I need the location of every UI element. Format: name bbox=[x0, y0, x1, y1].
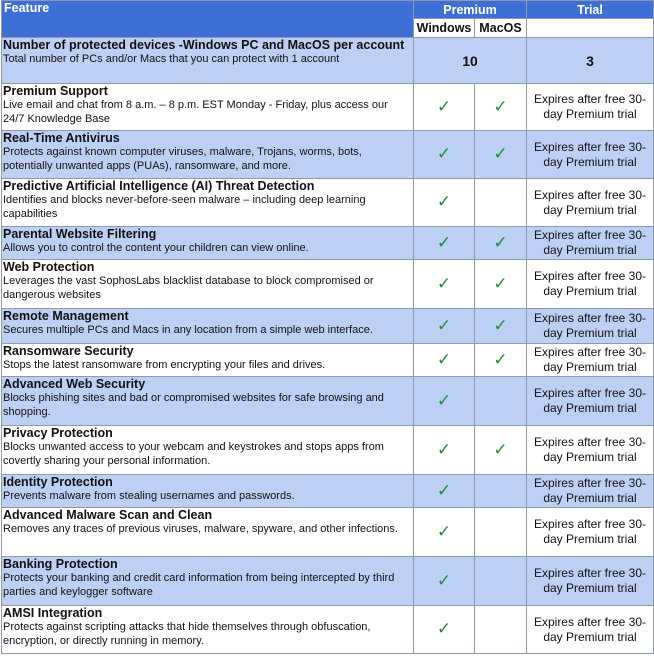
premium-device-count: 10 bbox=[414, 38, 527, 84]
feature-cell bbox=[2, 179, 414, 227]
feature-cell bbox=[2, 475, 414, 508]
premium-column-header: Premium bbox=[414, 1, 527, 19]
feature-desc: Blocks phishing sites and bad or compromised websites for safe browsing and shopping. bbox=[3, 392, 384, 418]
trial-cell: Expires after free 30-day Premium trial bbox=[527, 179, 654, 227]
check-icon: ✓ bbox=[436, 192, 452, 211]
feature-desc: Live email and chat from 8 a.m. – 8 p.m. EST Monday - Friday, plus access our 24/7 Knowledge Base bbox=[3, 99, 388, 125]
feature-cell bbox=[2, 227, 414, 260]
windows-check-cell bbox=[414, 344, 475, 377]
feature-title: Banking Protection bbox=[3, 557, 118, 571]
trial-cell: Expires after free 30-day Premium trial bbox=[527, 377, 654, 426]
windows-column-header: Windows bbox=[414, 19, 475, 38]
feature-desc: Secures multiple PCs and Macs in any location from a simple web interface. bbox=[3, 324, 373, 336]
macos-check-cell bbox=[475, 179, 527, 227]
feature-row bbox=[2, 557, 654, 606]
feature-desc: Removes any traces of previous viruses, malware, spyware, and other infections. bbox=[3, 523, 398, 535]
feature-cell bbox=[2, 426, 414, 475]
feature-cell bbox=[2, 84, 414, 131]
macos-check-cell bbox=[475, 131, 527, 179]
check-icon: ✓ bbox=[436, 96, 452, 116]
macos-check-cell bbox=[475, 227, 527, 260]
check-icon: ✓ bbox=[493, 96, 508, 116]
windows-check-cell bbox=[414, 377, 475, 426]
macos-column-header: MacOS bbox=[475, 19, 527, 38]
feature-cell bbox=[2, 606, 414, 654]
feature-row bbox=[2, 309, 654, 344]
feature-cell bbox=[2, 260, 414, 309]
check-icon: ✓ bbox=[436, 439, 452, 459]
trial-cell: Expires after free 30-day Premium trial bbox=[527, 260, 654, 309]
feature-column-header: Feature bbox=[2, 1, 414, 38]
feature-row bbox=[2, 606, 654, 654]
trial-device-count: 3 bbox=[527, 38, 654, 84]
check-icon: ✓ bbox=[493, 315, 508, 335]
check-icon: ✓ bbox=[436, 349, 452, 369]
feature-title: Privacy Protection bbox=[3, 426, 113, 440]
macos-check-cell bbox=[475, 475, 527, 508]
trial-column-header: Trial bbox=[527, 1, 654, 19]
feature-title: Parental Website Filtering bbox=[3, 227, 157, 241]
header-row bbox=[2, 1, 654, 19]
windows-check-cell bbox=[414, 131, 475, 179]
feature-title: Identity Protection bbox=[3, 475, 113, 489]
devices-feature-cell bbox=[2, 38, 414, 84]
feature-title: Predictive Artificial Intelligence (AI) Threat Detection bbox=[3, 179, 315, 193]
trial-cell: Expires after free 30-day Premium trial bbox=[527, 606, 654, 654]
check-icon: ✓ bbox=[436, 144, 452, 163]
devices-title: Number of protected devices -Windows PC and MacOS per account bbox=[3, 38, 405, 52]
devices-row bbox=[2, 38, 654, 84]
feature-row bbox=[2, 475, 654, 508]
macos-check-cell bbox=[475, 260, 527, 309]
windows-check-cell bbox=[414, 475, 475, 508]
feature-cell bbox=[2, 557, 414, 606]
feature-desc: Protects against known computer viruses, malware, Trojans, worms, bots, potentially unwanted apps (PUAs), ransomware, and more. bbox=[3, 146, 362, 172]
trial-cell: Expires after free 30-day Premium trial bbox=[527, 475, 654, 508]
feature-title: AMSI Integration bbox=[3, 606, 103, 620]
windows-check-cell bbox=[414, 557, 475, 606]
feature-row bbox=[2, 179, 654, 227]
windows-check-cell bbox=[414, 606, 475, 654]
feature-row bbox=[2, 508, 654, 557]
macos-check-cell bbox=[475, 377, 527, 426]
macos-check-cell bbox=[475, 84, 527, 131]
feature-title: Remote Management bbox=[3, 309, 129, 323]
trial-cell: Expires after free 30-day Premium trial bbox=[527, 309, 654, 344]
feature-row bbox=[2, 377, 654, 426]
trial-cell: Expires after free 30-day Premium trial bbox=[527, 227, 654, 260]
check-icon: ✓ bbox=[436, 480, 452, 500]
feature-title: Advanced Malware Scan and Clean bbox=[3, 508, 213, 522]
feature-row bbox=[2, 426, 654, 475]
feature-desc: Blocks unwanted access to your webcam and keystrokes and stops apps from covertly sharing your personal information. bbox=[3, 441, 384, 467]
feature-title: Ransomware Security bbox=[3, 344, 134, 358]
windows-check-cell bbox=[414, 426, 475, 475]
trial-cell: Expires after free 30-day Premium trial bbox=[527, 344, 654, 377]
feature-desc: Protects against scripting attacks that hide themselves through obfuscation, encryption, or directly running in memory. bbox=[3, 621, 371, 647]
devices-desc: Total number of PCs and/or Macs that you can protect with 1 account bbox=[3, 53, 340, 65]
feature-cell bbox=[2, 508, 414, 557]
feature-comparison-table bbox=[1, 0, 654, 654]
windows-check-cell bbox=[414, 179, 475, 227]
feature-desc: Protects your banking and credit card information from being intercepted by third parties and keylogger software bbox=[3, 572, 395, 598]
windows-check-cell bbox=[414, 84, 475, 131]
check-icon: ✓ bbox=[493, 232, 508, 252]
macos-check-cell bbox=[475, 426, 527, 475]
macos-check-cell bbox=[475, 606, 527, 654]
feature-desc: Allows you to control the content your children can view online. bbox=[3, 242, 309, 254]
feature-cell bbox=[2, 377, 414, 426]
windows-check-cell bbox=[414, 227, 475, 260]
trial-cell: Expires after free 30-day Premium trial bbox=[527, 84, 654, 131]
feature-cell bbox=[2, 344, 414, 377]
macos-check-cell bbox=[475, 344, 527, 377]
trial-cell: Expires after free 30-day Premium trial bbox=[527, 557, 654, 606]
feature-row bbox=[2, 131, 654, 179]
check-icon: ✓ bbox=[436, 619, 452, 638]
check-icon: ✓ bbox=[436, 232, 452, 252]
feature-desc: Identifies and blocks never-before-seen malware – including deep learning capabilities bbox=[3, 194, 366, 220]
trial-cell: Expires after free 30-day Premium trial bbox=[527, 508, 654, 557]
macos-check-cell bbox=[475, 508, 527, 557]
feature-title: Advanced Web Security bbox=[3, 377, 146, 391]
feature-row bbox=[2, 84, 654, 131]
feature-row bbox=[2, 227, 654, 260]
check-icon: ✓ bbox=[436, 273, 452, 293]
check-icon: ✓ bbox=[493, 144, 508, 163]
check-icon: ✓ bbox=[493, 349, 508, 369]
feature-title: Real-Time Antivirus bbox=[3, 131, 120, 145]
trial-cell: Expires after free 30-day Premium trial bbox=[527, 131, 654, 179]
check-icon: ✓ bbox=[436, 390, 452, 410]
check-icon: ✓ bbox=[436, 570, 452, 590]
macos-check-cell bbox=[475, 557, 527, 606]
trial-subheader-blank bbox=[527, 19, 654, 38]
check-icon: ✓ bbox=[436, 521, 452, 541]
feature-desc: Stops the latest ransomware from encrypting your files and drives. bbox=[3, 359, 326, 371]
feature-cell bbox=[2, 309, 414, 344]
feature-desc: Leverages the vast SophosLabs blacklist database to block compromised or dangerous websites bbox=[3, 275, 374, 301]
trial-cell: Expires after free 30-day Premium trial bbox=[527, 426, 654, 475]
windows-check-cell bbox=[414, 309, 475, 344]
check-icon: ✓ bbox=[493, 439, 508, 459]
feature-title: Premium Support bbox=[3, 84, 108, 98]
feature-row bbox=[2, 344, 654, 377]
feature-desc: Prevents malware from stealing usernames and passwords. bbox=[3, 490, 295, 502]
macos-check-cell bbox=[475, 309, 527, 344]
feature-cell bbox=[2, 131, 414, 179]
windows-check-cell bbox=[414, 260, 475, 309]
check-icon: ✓ bbox=[436, 315, 452, 335]
feature-row bbox=[2, 260, 654, 309]
feature-title: Web Protection bbox=[3, 260, 95, 274]
windows-check-cell bbox=[414, 508, 475, 557]
check-icon: ✓ bbox=[493, 273, 508, 293]
